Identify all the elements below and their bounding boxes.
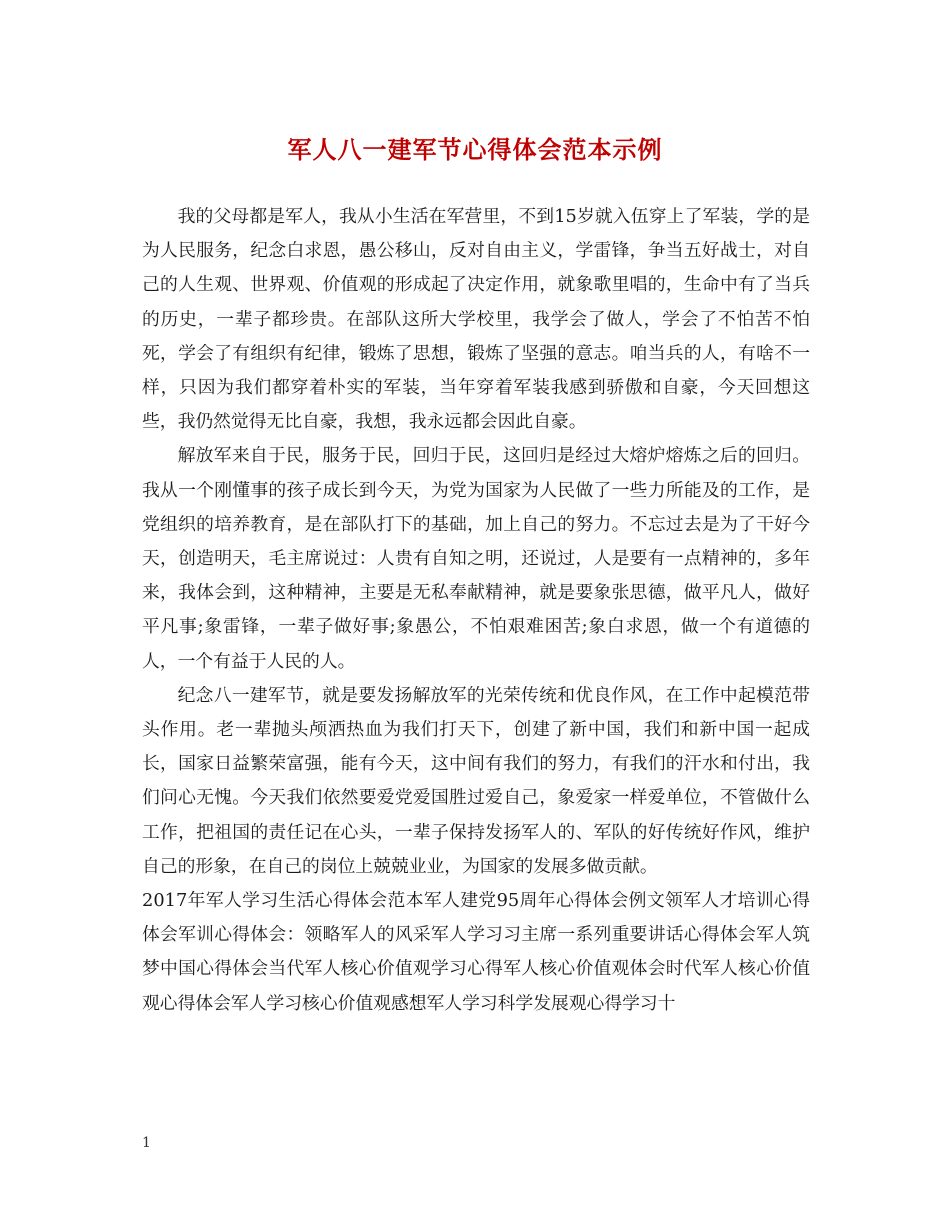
paragraph-2: 解放军来自于民，服务于民，回归于民，这回归是经过大熔炉熔炼之后的回归。我从一个刚懂事的孩子成长到今天，为党为国家为人民做了一些力所能及的工作，是党组织的培养教育，是在部队打下的基础，加上自己的努力。不忘过去是为了干好今天，创造明天，毛主席说过：人贵有自知之明，还说过，人是要有一点精神的，多年来，我体会到，这种精神，主要是无私奉献精神，就是要象张思德，做平凡人，做好平凡事;象雷锋，一辈子做好事;象愚公，不怕艰难困苦;象白求恩，做一个有道德的人，一个有益于人民的人。 (142, 445, 810, 672)
related-links-text: 2017年军人学习生活心得体会范本军人建党95周年心得体会例文领军人才培训心得体会军训心得体会：领略军人的风采军人学习习主席一系列重要讲话心得体会军人筑梦中国心得体会当代军人核心价值观学习心得军人核心价值观体会时代军人核心价值观心得体会军人学习核心价值观感想军人学习科学发展观心得学习十 (142, 890, 810, 1014)
paragraph-1: 我的父母都是军人，我从小生活在军营里，不到15岁就入伍穿上了军装，学的是为人民服务，纪念白求恩，愚公移山，反对自由主义，学雷锋，争当五好战士，对自己的人生观、世界观、价值观的形成起了决定作用，就象歌里唱的，生命中有了当兵的历史，一辈子都珍贵。在部队这所大学校里，我学会了做人，学会了不怕苦不怕死，学会了有组织有纪律，锻炼了思想，锻炼了坚强的意志。咱当兵的人，有啥不一样，只因为我们都穿着朴实的军装，当年穿着军装我感到骄傲和自豪，今天回想这些，我仍然觉得无比自豪，我想，我永远都会因此自豪。 (142, 206, 810, 433)
page-number: 1 (142, 1135, 151, 1151)
document-title: 军人八一建军节心得体会范本示例 (287, 136, 663, 164)
document-body (142, 200, 810, 1021)
paragraph-3: 纪念八一建军节，就是要发扬解放军的光荣传统和优良作风，在工作中起模范带头作用。老一辈抛头颅洒热血为我们打天下，创建了新中国，我们和新中国一起成长，国家日益繁荣富强，能有今天，这中间有我们的努力，有我们的汗水和付出，我们问心无愧。今天我们依然要爱党爱国胜过爱自己，象爱家一样爱单位，不管做什么工作，把祖国的责任记在心头，一辈子保持发扬军人的、军队的好传统好作风，维护自己的形象，在自己的岗位上兢兢业业，为国家的发展多做贡献。 (142, 684, 810, 877)
